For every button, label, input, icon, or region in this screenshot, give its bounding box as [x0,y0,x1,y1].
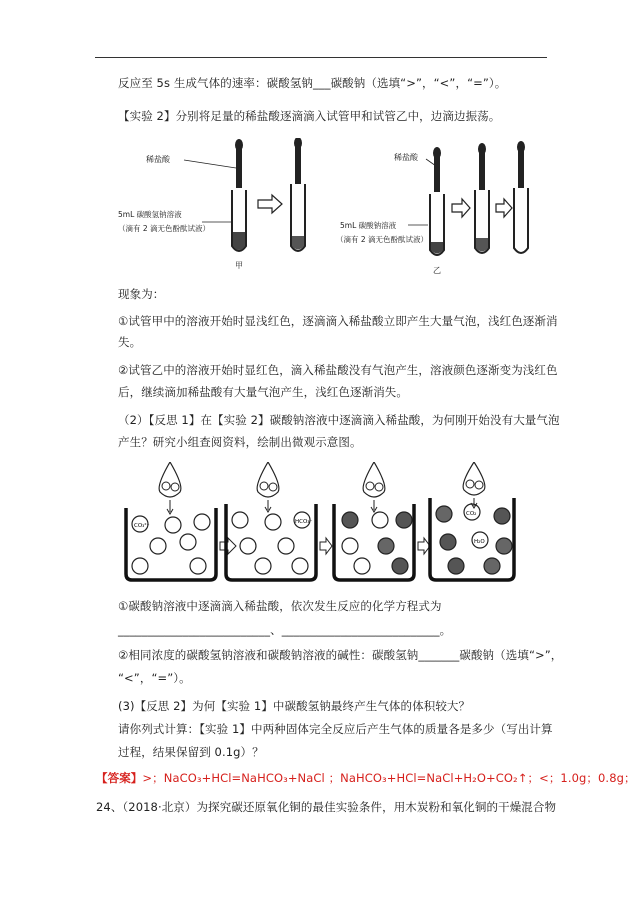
label-acid-right: 稀盐酸 [394,153,418,162]
ion-label: CO₃²⁻ [134,523,150,529]
observation2-line1: ②试管乙中的溶液开始时显红色，滴入稀盐酸没有气泡产生，溶液颜色逐渐变为浅红色 [118,363,558,377]
label-indicator-right: （滴有 2 滴无色酚酞试液） [336,235,429,244]
reflection2-line1: (3)【反思 2】为何【实验 1】中碳酸氢钠最终产生气体的体积较大？ [118,699,471,713]
tube-label-jia: 甲 [235,261,243,270]
label-acid-left: 稀盐酸 [146,155,170,164]
reflection1-line1: （2）【反思 1】在【实验 2】碳酸钠溶液中逐滴滴入稀盐酸，为何刚开始没有大量气泡 [118,413,560,427]
ion-label: HCO₃⁻ [295,519,313,525]
observation1-line1: ①试管甲中的溶液开始时显浅红色，逐滴滴入稀盐酸立即产生大量气泡，浅红色逐渐消 [118,314,558,328]
question2-line1: ②相同浓度的碳酸氢钠溶液和碳酸钠溶液的碱性：碳酸氢钠_______碳酸钠（选填“>”， [118,648,563,662]
ion-label: H₂O [474,539,485,545]
microscopic-diagram [118,462,518,592]
rate-question: 反应至 5s 生成气体的速率：碳酸氢钠___碳酸钠（选填“>”，“<”，“=”）。 [118,76,507,90]
question2-line2: “<”，“=”）。 [118,671,191,685]
header-rule [95,57,547,58]
answer-line [96,770,636,786]
ion-label: CO₂ [466,511,477,517]
next-question: 24、（2018·北京）为探究碳还原氧化铜的最佳实验条件，用木炭粉和氧化铜的干燥混合物 [96,800,557,814]
answer-text: >；NaCO₃+HCl=NaHCO₃+NaCl ；NaHCO₃+HCl=NaCl+H₂O+CO₂↑；<；1.0g；0.8g； [142,771,636,785]
question1-text: ①碳酸钠溶液中逐滴滴入稀盐酸，依次发生反应的化学方程式为 [118,599,442,613]
label-indicator-left: （滴有 2 滴无色酚酞试液） [118,224,211,233]
reflection2-line3: 过程，结果保留到 0.1g）？ [118,745,264,759]
experiment2-intro: 【实验 2】分别将足量的稀盐酸逐滴滴入试管甲和试管乙中，边滴边振荡。 [118,109,501,123]
test-tube-figure [110,138,530,278]
answer-label: 【答案】 [96,771,143,785]
reflection2-line2: 请你列式计算：【实验 1】中两种固体完全反应后产生气体的质量各是多少（写出计算 [118,722,553,736]
observation1-line2: 失。 [118,335,142,349]
phenomena-title: 现象为： [118,287,165,301]
tube-label-yi: 乙 [433,266,441,275]
label-solution-right: 5mL 碳酸钠溶液 [340,221,397,230]
reflection1-line2: 产生？研究小组查阅资料，绘制出微观示意图。 [118,435,362,449]
observation2-line2: 后，继续滴加稀盐酸有大量气泡产生，浅红色逐渐消失。 [118,385,408,399]
question1-blanks: __________________________、___________________________。 [118,623,452,637]
label-solution-left: 5mL 碳酸氢钠溶液 [118,210,182,219]
